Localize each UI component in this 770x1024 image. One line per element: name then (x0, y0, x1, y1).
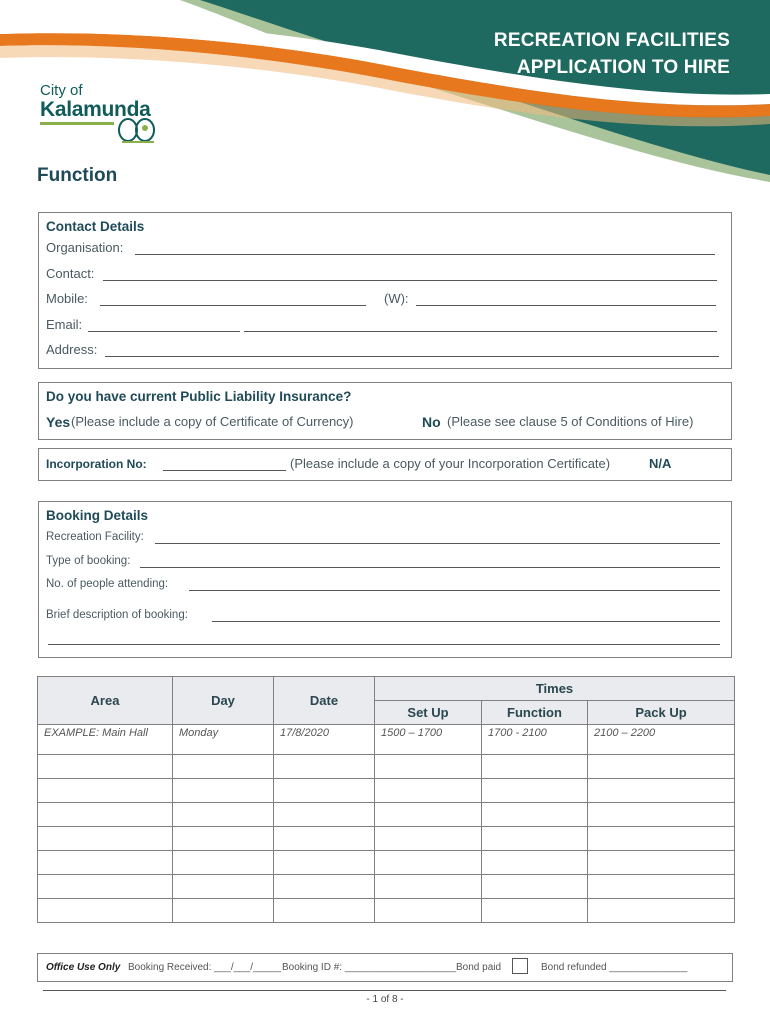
booking-details-heading: Booking Details (46, 508, 149, 523)
email-field-1[interactable] (88, 331, 240, 332)
work-phone-label: (W): (384, 291, 409, 306)
table-cell[interactable] (274, 875, 375, 899)
table-cell[interactable] (274, 803, 375, 827)
table-row[interactable] (38, 803, 735, 827)
table-cell[interactable] (38, 779, 173, 803)
email-label: Email: (46, 317, 83, 332)
recreation-facility-label: Recreation Facility: (46, 531, 144, 543)
table-cell[interactable] (38, 851, 173, 875)
page-number: - 1 of 8 - (366, 994, 404, 1005)
table-cell[interactable] (375, 875, 482, 899)
booking-description-field-2[interactable] (48, 644, 720, 645)
contact-details-heading: Contact Details (46, 219, 145, 234)
table-cell[interactable] (588, 803, 735, 827)
table-cell[interactable] (588, 899, 735, 923)
people-attending-label: No. of people attending: (46, 578, 169, 590)
document-title-line2: APPLICATION TO HIRE (516, 57, 730, 78)
office-use-label: Office Use Only (46, 962, 121, 973)
table-cell[interactable] (482, 899, 588, 923)
table-cell[interactable] (482, 779, 588, 803)
people-attending-field[interactable] (189, 590, 720, 591)
document-title-line1: RECREATION FACILITIES (493, 30, 730, 51)
table-cell[interactable] (375, 779, 482, 803)
contact-label: Contact: (46, 266, 95, 281)
table-cell[interactable] (38, 899, 173, 923)
booking-received-field[interactable]: Booking Received: ___/___/_____ (128, 962, 281, 973)
mobile-field[interactable] (100, 305, 366, 306)
table-cell[interactable] (274, 779, 375, 803)
table-cell[interactable] (375, 803, 482, 827)
table-row[interactable] (38, 827, 735, 851)
table-cell[interactable] (38, 875, 173, 899)
booking-description-field-1[interactable] (212, 621, 720, 622)
table-cell[interactable] (173, 875, 274, 899)
booking-description-label: Brief description of booking: (46, 609, 188, 621)
logo-bird-icon (114, 116, 160, 148)
header-area: Area (38, 677, 173, 725)
recreation-facility-field[interactable] (155, 543, 720, 544)
table-cell[interactable] (173, 851, 274, 875)
example-area: EXAMPLE: Main Hall (38, 725, 173, 755)
table-row[interactable] (38, 779, 735, 803)
table-cell[interactable] (173, 803, 274, 827)
address-label: Address: (46, 342, 98, 357)
table-cell[interactable] (482, 875, 588, 899)
table-row[interactable] (38, 899, 735, 923)
incorporation-na-option[interactable]: N/A (649, 456, 672, 471)
table-cell[interactable] (375, 827, 482, 851)
table-row[interactable] (38, 851, 735, 875)
insurance-yes-option[interactable]: Yes (46, 414, 71, 430)
mobile-label: Mobile: (46, 291, 88, 306)
incorporation-note: (Please include a copy of your Incorporation Certificate) (290, 456, 611, 471)
insurance-no-option[interactable]: No (422, 414, 441, 430)
header-function: Function (482, 701, 588, 725)
example-pack-up: 2100 – 2200 (588, 725, 735, 755)
header-swoosh (0, 0, 770, 190)
example-function: 1700 - 2100 (482, 725, 588, 755)
office-use-section (37, 953, 733, 982)
table-cell[interactable] (588, 851, 735, 875)
table-row[interactable] (38, 755, 735, 779)
header-set-up: Set Up (375, 701, 482, 725)
table-cell[interactable] (173, 779, 274, 803)
example-day: Monday (173, 725, 274, 755)
footer-divider (43, 990, 726, 991)
table-cell[interactable] (375, 899, 482, 923)
logo-underline (40, 122, 114, 125)
table-cell[interactable] (482, 755, 588, 779)
logo-city-of: City of (40, 82, 83, 99)
organisation-label: Organisation: (46, 240, 124, 255)
booking-type-field[interactable] (140, 567, 720, 568)
bond-paid-label: Bond paid (456, 962, 502, 973)
table-cell[interactable] (274, 899, 375, 923)
address-field[interactable] (105, 356, 719, 357)
logo-name: Kalamunda (40, 98, 151, 121)
booking-id-field[interactable]: Booking ID #: ____________________ (282, 962, 457, 973)
contact-field[interactable] (103, 280, 717, 281)
table-cell[interactable] (588, 779, 735, 803)
table-row[interactable] (38, 875, 735, 899)
table-cell[interactable] (375, 755, 482, 779)
table-cell[interactable] (274, 827, 375, 851)
bond-paid-checkbox[interactable] (512, 958, 528, 974)
header-date: Date (274, 677, 375, 725)
table-cell[interactable] (274, 755, 375, 779)
insurance-no-note: (Please see clause 5 of Conditions of Hire) (447, 414, 694, 429)
work-phone-field[interactable] (416, 305, 716, 306)
table-cell[interactable] (588, 827, 735, 851)
example-date: 17/8/2020 (274, 725, 375, 755)
table-cell[interactable] (173, 827, 274, 851)
incorporation-label: Incorporation No: (46, 457, 147, 471)
bond-refunded-field[interactable]: Bond refunded ______________ (541, 962, 688, 973)
booking-type-label: Type of booking: (46, 555, 131, 567)
table-row-example (38, 725, 735, 755)
email-field-2[interactable] (244, 331, 717, 332)
page-title: Function (37, 165, 118, 186)
table-cell[interactable] (38, 803, 173, 827)
header-day: Day (173, 677, 274, 725)
table-cell[interactable] (588, 875, 735, 899)
hire-times-table (37, 676, 735, 923)
table-cell[interactable] (173, 899, 274, 923)
header-pack-up: Pack Up (588, 701, 735, 725)
table-cell[interactable] (274, 851, 375, 875)
table-cell[interactable] (588, 755, 735, 779)
insurance-yes-note: (Please include a copy of Certificate of Currency) (71, 414, 354, 429)
table-cell[interactable] (375, 851, 482, 875)
header-times: Times (375, 677, 735, 701)
table-cell[interactable] (482, 827, 588, 851)
table-cell[interactable] (38, 755, 173, 779)
insurance-question: Do you have current Public Liability Insurance? (46, 389, 352, 404)
table-cell[interactable] (482, 803, 588, 827)
example-set-up: 1500 – 1700 (375, 725, 482, 755)
table-cell[interactable] (482, 851, 588, 875)
table-cell[interactable] (173, 755, 274, 779)
incorporation-field[interactable] (163, 470, 286, 471)
organisation-field[interactable] (135, 254, 715, 255)
table-cell[interactable] (38, 827, 173, 851)
